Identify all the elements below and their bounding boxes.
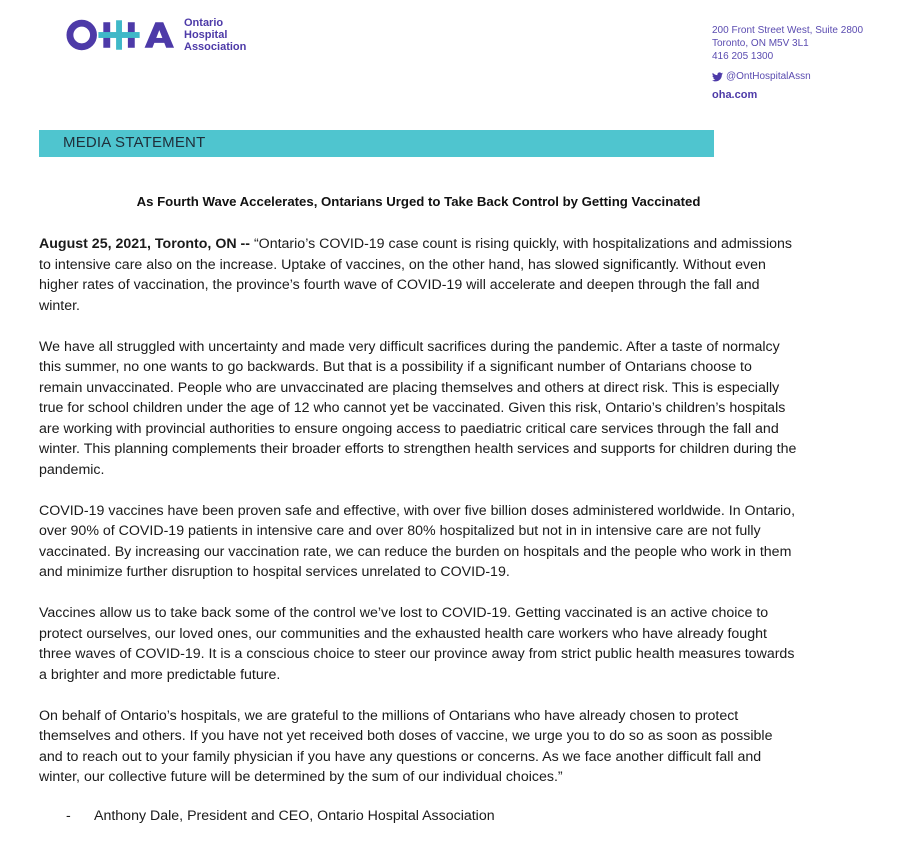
twitter-bird-icon bbox=[712, 72, 723, 82]
address-line-2: Toronto, ON M5V 3L1 bbox=[712, 38, 809, 49]
phone-number: 416 205 1300 bbox=[712, 51, 774, 62]
headline: As Fourth Wave Accelerates, Ontarians Urged to Take Back Control by Getting Vaccinated bbox=[136, 194, 701, 209]
logo-word-3: Association bbox=[184, 41, 247, 53]
twitter-handle: @OntHospitalAssn bbox=[726, 71, 811, 82]
oha-logo-mark-icon bbox=[66, 17, 176, 53]
signature-line bbox=[66, 808, 495, 824]
twitter-handle-row[interactable] bbox=[712, 70, 863, 83]
statement-body bbox=[39, 234, 799, 808]
paragraph-1 bbox=[39, 234, 799, 316]
paragraph-3: COVID-19 vaccines have been proven safe and effective, with over five billion doses administered worldwide. In Ontario, over 90% of COVID-19 patients in intensive care and over 80% hospitalized but not in in intensive care are not fully vaccinated. By increasing our vaccination rate, we can reduce the burden on hospitals and the people who work in them and minimize further disruption to hospital services unrelated to COVID-19. bbox=[39, 502, 796, 580]
paragraph-5: On behalf of Ontario’s hospitals, we are grateful to the millions of Ontarians who have already chosen to protect themselves and others. If you have not yet received both doses of vaccine, we urge you to do so as soon as possible and to reach out to your family physician if you have any questions or concerns. As we face another difficult fall and winter, our collective future will be determined by the sum of our individual choices.” bbox=[39, 707, 773, 785]
paragraph-2: We have all struggled with uncertainty and made very difficult sacrifices during the pandemic. After a taste of normalcy this summer, no one wants to go backwards. But that is a possibility if a significant number of Ontarians choose to remain unvaccinated. People who are unvaccinated are placing themselves and others at direct risk. This is especially true for school children under the age of 12 who cannot yet be vaccinated. Given this risk, Ontario’s children’s hospitals are working with provincial authorities to ensure ongoing access to paediatric critical care services through the fall and winter. This planning complements their broader efforts to strengthen health services and supports for children during the pandemic. bbox=[39, 338, 797, 478]
signature-text: Anthony Dale, President and CEO, Ontario Hospital Association bbox=[94, 808, 495, 824]
signature-dash: - bbox=[66, 808, 71, 824]
logo-word-1: Ontario bbox=[184, 17, 224, 29]
logo-wordmark bbox=[184, 17, 246, 53]
contact-block bbox=[712, 24, 863, 102]
paragraph-4: Vaccines allow us to take back some of the control we’ve lost to COVID-19. Getting vaccinated is an active choice to protect ourselves, our loved ones, our communities and the exhausted health care workers who have already fought three waves of COVID-19. It is a conscious choice to steer our province away from strict public health measures towards a brighter and more predictable future. bbox=[39, 605, 795, 683]
banner-label: MEDIA STATEMENT bbox=[63, 134, 206, 151]
website-link[interactable]: oha.com bbox=[712, 89, 758, 101]
media-statement-banner bbox=[39, 130, 714, 157]
dateline: August 25, 2021, Toronto, ON -- bbox=[39, 236, 250, 252]
oha-logo bbox=[66, 15, 246, 55]
paragraph-1-text: “Ontario’s COVID-19 case count is rising quickly, with hospitalizations and admissions to intensive care also on the increase. Uptake of vaccines, on the other hand, has slowed significantly. Without even higher rates of vaccination, the province’s fourth wave of COVID-19 will accelerate and deepen through the fall and winter. bbox=[39, 236, 792, 314]
logo-word-2: Hospital bbox=[184, 29, 228, 41]
address-line-1: 200 Front Street West, Suite 2800 bbox=[712, 25, 864, 36]
